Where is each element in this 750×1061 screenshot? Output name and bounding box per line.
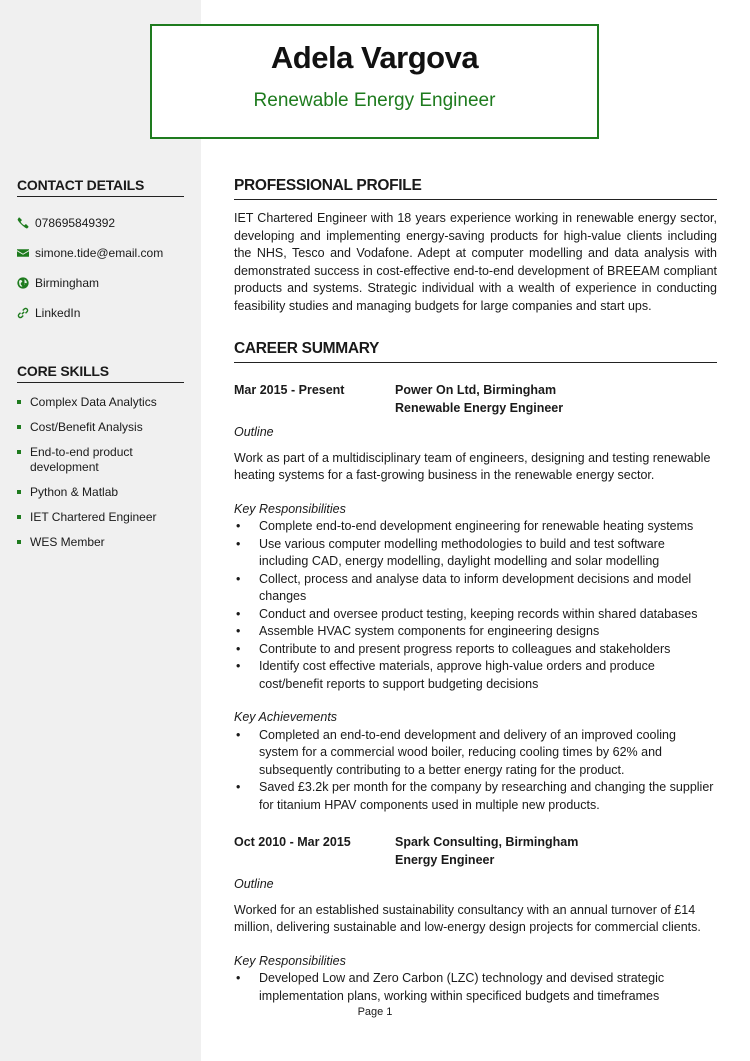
job-company-block: [395, 833, 578, 869]
bullet-icon: •: [236, 780, 241, 794]
outline-label: Outline: [234, 877, 274, 891]
bullet-square-icon: [17, 400, 21, 404]
responsibilities-label: Key Responsibilities: [234, 953, 346, 968]
list-item-text: Identify cost effective materials, approve high-value orders and produce cost/benefit reports to support budgeting decisions: [259, 659, 655, 691]
skill-text: End-to-end product development: [30, 445, 133, 474]
job-role: Renewable Energy Engineer: [395, 401, 564, 415]
skill-item: [17, 485, 184, 500]
job-company: Power On Ltd, Birmingham: [395, 383, 557, 397]
skill-item: [17, 510, 184, 525]
skill-item: [17, 420, 184, 435]
job-entry: [234, 381, 717, 814]
bullet-square-icon: [17, 490, 21, 494]
contact-heading: CONTACT DETAILS: [17, 177, 184, 197]
candidate-name: Adela Vargova: [270, 40, 479, 75]
contact-list: [17, 208, 184, 328]
header-box: [150, 24, 599, 139]
bullet-icon: •: [236, 624, 241, 638]
list-item: [234, 970, 717, 1005]
skills-list: [17, 395, 184, 550]
bullet-icon: •: [236, 571, 241, 586]
list-item: [234, 518, 717, 536]
contact-linkedin-text[interactable]: LinkedIn: [35, 306, 81, 320]
profile-text: IET Chartered Engineer with 18 years experience working in renewable energy sector, developing and implementing energy-saving products for high-value clients including the NHS, Tesco and Vodafone. Adept at computer modelling and data analysis with demonstrated success in cost-effective end-to-end development of BREEAM compliant products and systems. Strategic individual with a wealth of experience in conducting feasibility studies and managing budgets for large companies and start ups.: [234, 211, 717, 313]
job-dates: Mar 2015 - Present: [234, 383, 345, 397]
job-header: [234, 833, 717, 869]
list-item: [234, 658, 717, 693]
list-item-text: Completed an end-to-end development and delivery of an improved cooling system for a commercial wood boiler, reducing cooling times by 62% and subsequently contributing to a better energy rating for the product.: [259, 727, 676, 777]
bullet-square-icon: [17, 540, 21, 544]
achievements-list: [234, 727, 717, 815]
bullet-square-icon: [17, 515, 21, 519]
job-outline: Work as part of a multidisciplinary team of engineers, designing and testing renewable heating systems for a fast-growing business in the renewable energy sector.: [234, 450, 711, 482]
list-item-text: Saved £3.2k per month for the company by researching and changing the supplier for titanium HPAV components used in multiple new products.: [259, 780, 714, 812]
contact-phone: [17, 208, 184, 238]
skill-item: [17, 395, 184, 410]
skills-section: [17, 363, 184, 560]
page-number: Page 1: [357, 1006, 393, 1018]
career-section: [234, 340, 717, 1005]
job-company: Spark Consulting, Birmingham: [395, 835, 579, 849]
job-entry: [234, 833, 717, 1005]
list-item-text: Contribute to and present progress reports to colleagues and stakeholders: [259, 641, 671, 656]
job-outline: Worked for an established sustainability consultancy with an annual turnover of £14 million, delivering sustainable and low-energy design projects for commercial clients.: [234, 902, 701, 934]
skills-heading: CORE SKILLS: [17, 363, 184, 383]
job-title: Renewable Energy Engineer: [253, 90, 496, 111]
career-heading: CAREER SUMMARY: [234, 340, 717, 363]
contact-section: [17, 177, 184, 328]
bullet-icon: •: [236, 536, 241, 551]
skill-text: WES Member: [30, 535, 105, 549]
list-item-text: Developed Low and Zero Carbon (LZC) technology and devised strategic implementation plans, working within specificed budgets and timeframes: [259, 971, 665, 1003]
contact-location: [17, 268, 184, 298]
list-item: [234, 606, 717, 624]
job-role: Energy Engineer: [395, 853, 495, 867]
job-company-block: [395, 381, 563, 417]
list-item: [234, 779, 717, 814]
list-item-text: Complete end-to-end development engineering for renewable heating systems: [259, 519, 694, 533]
contact-phone-text: 078695849392: [35, 216, 116, 230]
phone-icon: [17, 217, 35, 229]
skill-item: [17, 445, 137, 475]
skill-text: Python & Matlab: [30, 485, 119, 499]
link-icon: [17, 307, 35, 319]
bullet-icon: •: [236, 641, 241, 656]
contact-email: [17, 238, 184, 268]
list-item-text: Conduct and oversee product testing, keeping records within shared databases: [259, 606, 698, 621]
bullet-icon: •: [236, 606, 241, 621]
bullet-square-icon: [17, 425, 21, 429]
bullet-square-icon: [17, 450, 21, 454]
contact-linkedin: [17, 298, 184, 328]
list-item: [234, 536, 717, 571]
bullet-icon: •: [236, 971, 241, 985]
contact-location-text: Birmingham: [35, 276, 100, 290]
bullet-icon: •: [236, 519, 241, 533]
responsibilities-list: [234, 518, 717, 693]
profile-section: [234, 177, 717, 315]
profile-heading: PROFESSIONAL PROFILE: [234, 177, 717, 200]
skill-text: Cost/Benefit Analysis: [30, 420, 143, 434]
bullet-icon: •: [236, 659, 241, 673]
list-item: [234, 641, 717, 659]
list-item: [234, 727, 717, 780]
globe-icon: [17, 277, 35, 289]
job-header: [234, 381, 717, 417]
skill-text: IET Chartered Engineer: [30, 510, 157, 524]
envelope-icon: [17, 247, 35, 259]
responsibilities-list: [234, 970, 717, 1005]
contact-email-text[interactable]: simone.tide@email.com: [35, 246, 164, 260]
list-item-text: Assemble HVAC system components for engineering designs: [259, 624, 600, 638]
responsibilities-label: Key Responsibilities: [234, 501, 346, 516]
list-item: [234, 623, 717, 641]
bullet-icon: •: [236, 727, 241, 742]
skill-item: [17, 535, 184, 550]
list-item: [234, 571, 717, 606]
list-item-text: Use various computer modelling methodologies to build and test software including CAD, energy modelling, daylight modelling and solar modelling: [259, 536, 665, 568]
outline-label: Outline: [234, 425, 274, 439]
achievements-label: Key Achievements: [234, 710, 338, 724]
list-item-text: Collect, process and analyse data to inform development decisions and model changes: [259, 571, 692, 603]
skill-text: Complex Data Analytics: [30, 395, 157, 409]
job-dates: Oct 2010 - Mar 2015: [234, 835, 351, 849]
